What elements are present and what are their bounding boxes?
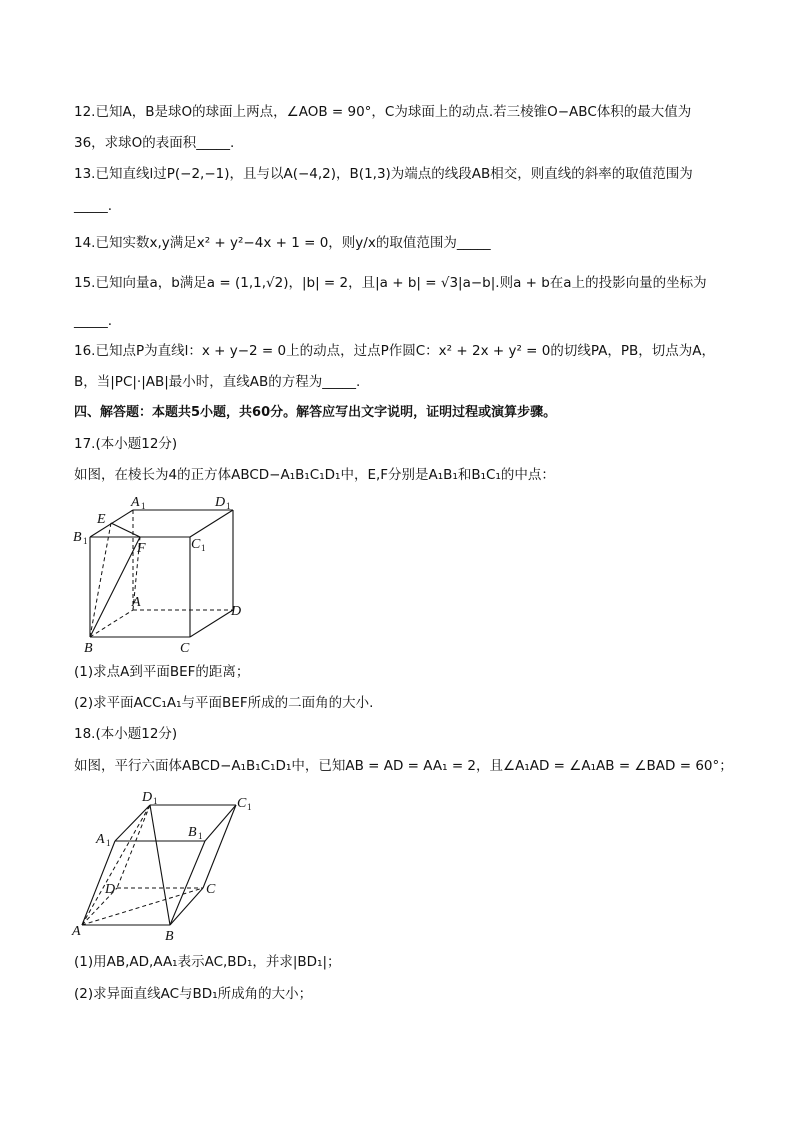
segment-BE-hidden — [90, 523, 111, 637]
edge-A1D1 — [115, 805, 150, 841]
label-A: A — [72, 924, 81, 939]
label-D1: D — [215, 495, 226, 510]
q17-part2: (2)求平面ACC₁A₁与平面BEF所成的二面角的大小. — [74, 695, 374, 711]
svg-text:1: 1 — [247, 802, 252, 812]
svg-text:1: 1 — [153, 796, 158, 806]
label-E: E — [97, 512, 106, 527]
svg-text:1: 1 — [201, 543, 206, 553]
edge-C1D1 — [190, 510, 233, 537]
svg-text:1: 1 — [141, 501, 146, 511]
cube-diagram — [70, 490, 260, 656]
q16-line1: 16.已知点P为直线l：x + y−2 = 0上的动点，过点P作圆C：x² + 2x + y² = 0的切线PA，PB，切点为A， — [74, 343, 715, 359]
label-D: D — [231, 604, 242, 619]
section-heading: 四、解答题：本题共5小题，共60分。解答应写出文字说明，证明过程或演算步骤。 — [74, 405, 557, 420]
q18-part1: (1)用AB,AD,AA₁表示AC,BD₁，并求|BD₁|； — [74, 954, 341, 970]
label-C1: C — [191, 537, 201, 552]
q16-line2: B，当|PC|·|AB|最小时，直线AB的方程为_____. — [74, 374, 361, 390]
svg-text:1: 1 — [226, 501, 231, 511]
parallelepiped-diagram — [70, 785, 260, 945]
svg-text:1: 1 — [106, 838, 111, 848]
q12-line1: 12.已知A，B是球O的球面上两点，∠AOB = 90°，C为球面上的动点.若三棱锥O−ABC体积的最大值为 — [74, 104, 692, 120]
q15-line1: 15.已知向量a，b满足a = (1,1,√2)，|b| = 2，且|a + b| = √3|a−b|.则a + b在a上的投影向量的坐标为 — [74, 275, 707, 291]
edge-B1B — [170, 841, 205, 925]
label-A1: A — [96, 832, 105, 847]
label-B: B — [84, 641, 93, 656]
q13-line1: 13.已知直线l过P(−2,−1)，且与以A(−4,2)，B(1,3)为端点的线段AB相交，则直线的斜率的取值范围为 — [74, 166, 693, 182]
edge-CD — [190, 610, 233, 637]
edge-BC — [170, 888, 203, 925]
label-D: D — [105, 882, 116, 897]
label-C1: C — [237, 796, 247, 811]
label-C: C — [180, 641, 190, 656]
label-F: F — [137, 541, 146, 556]
edge-C1C — [203, 805, 236, 888]
q17-part1: (1)求点A到平面BEF的距离； — [74, 664, 250, 680]
label-B1: B — [73, 530, 82, 545]
edge-B1C1 — [205, 805, 236, 841]
label-B1: B — [188, 825, 197, 840]
q15-line2: _____. — [74, 313, 113, 329]
segment-D1B — [150, 805, 170, 925]
segment-EF — [111, 523, 140, 537]
q12-line2: 36，求球O的表面积_____. — [74, 135, 235, 151]
label-D1: D — [142, 790, 153, 805]
q17-heading: 17.(本小题12分) — [74, 436, 178, 452]
edge-D1D-hidden — [117, 805, 150, 888]
parallelepiped-figure — [70, 785, 260, 945]
q17-statement: 如图，在棱长为4的正方体ABCD−A₁B₁C₁D₁中，E,F分别是A₁B₁和B₁C₁的中点： — [74, 467, 555, 483]
label-C: C — [206, 882, 216, 897]
q18-part2: (2)求异面直线AC与BD₁所成角的大小； — [74, 986, 313, 1002]
label-A1: A — [131, 495, 140, 510]
label-A: A — [132, 595, 141, 610]
q18-heading: 18.(本小题12分) — [74, 726, 178, 742]
svg-text:1: 1 — [83, 536, 88, 546]
q13-line2: _____. — [74, 198, 113, 214]
q18-statement: 如图，平行六面体ABCD−A₁B₁C₁D₁中，已知AB = AD = AA₁ = 2，且∠A₁AD = ∠A₁AB = ∠BAD = 60°； — [74, 758, 733, 774]
q14-line: 14.已知实数x,y满足x² + y²−4x + 1 = 0，则y/x的取值范围为_____ — [74, 235, 491, 251]
cube-figure — [70, 490, 260, 656]
segment-AD1-hidden — [82, 805, 150, 925]
label-B: B — [165, 929, 174, 944]
svg-text:1: 1 — [198, 831, 203, 841]
